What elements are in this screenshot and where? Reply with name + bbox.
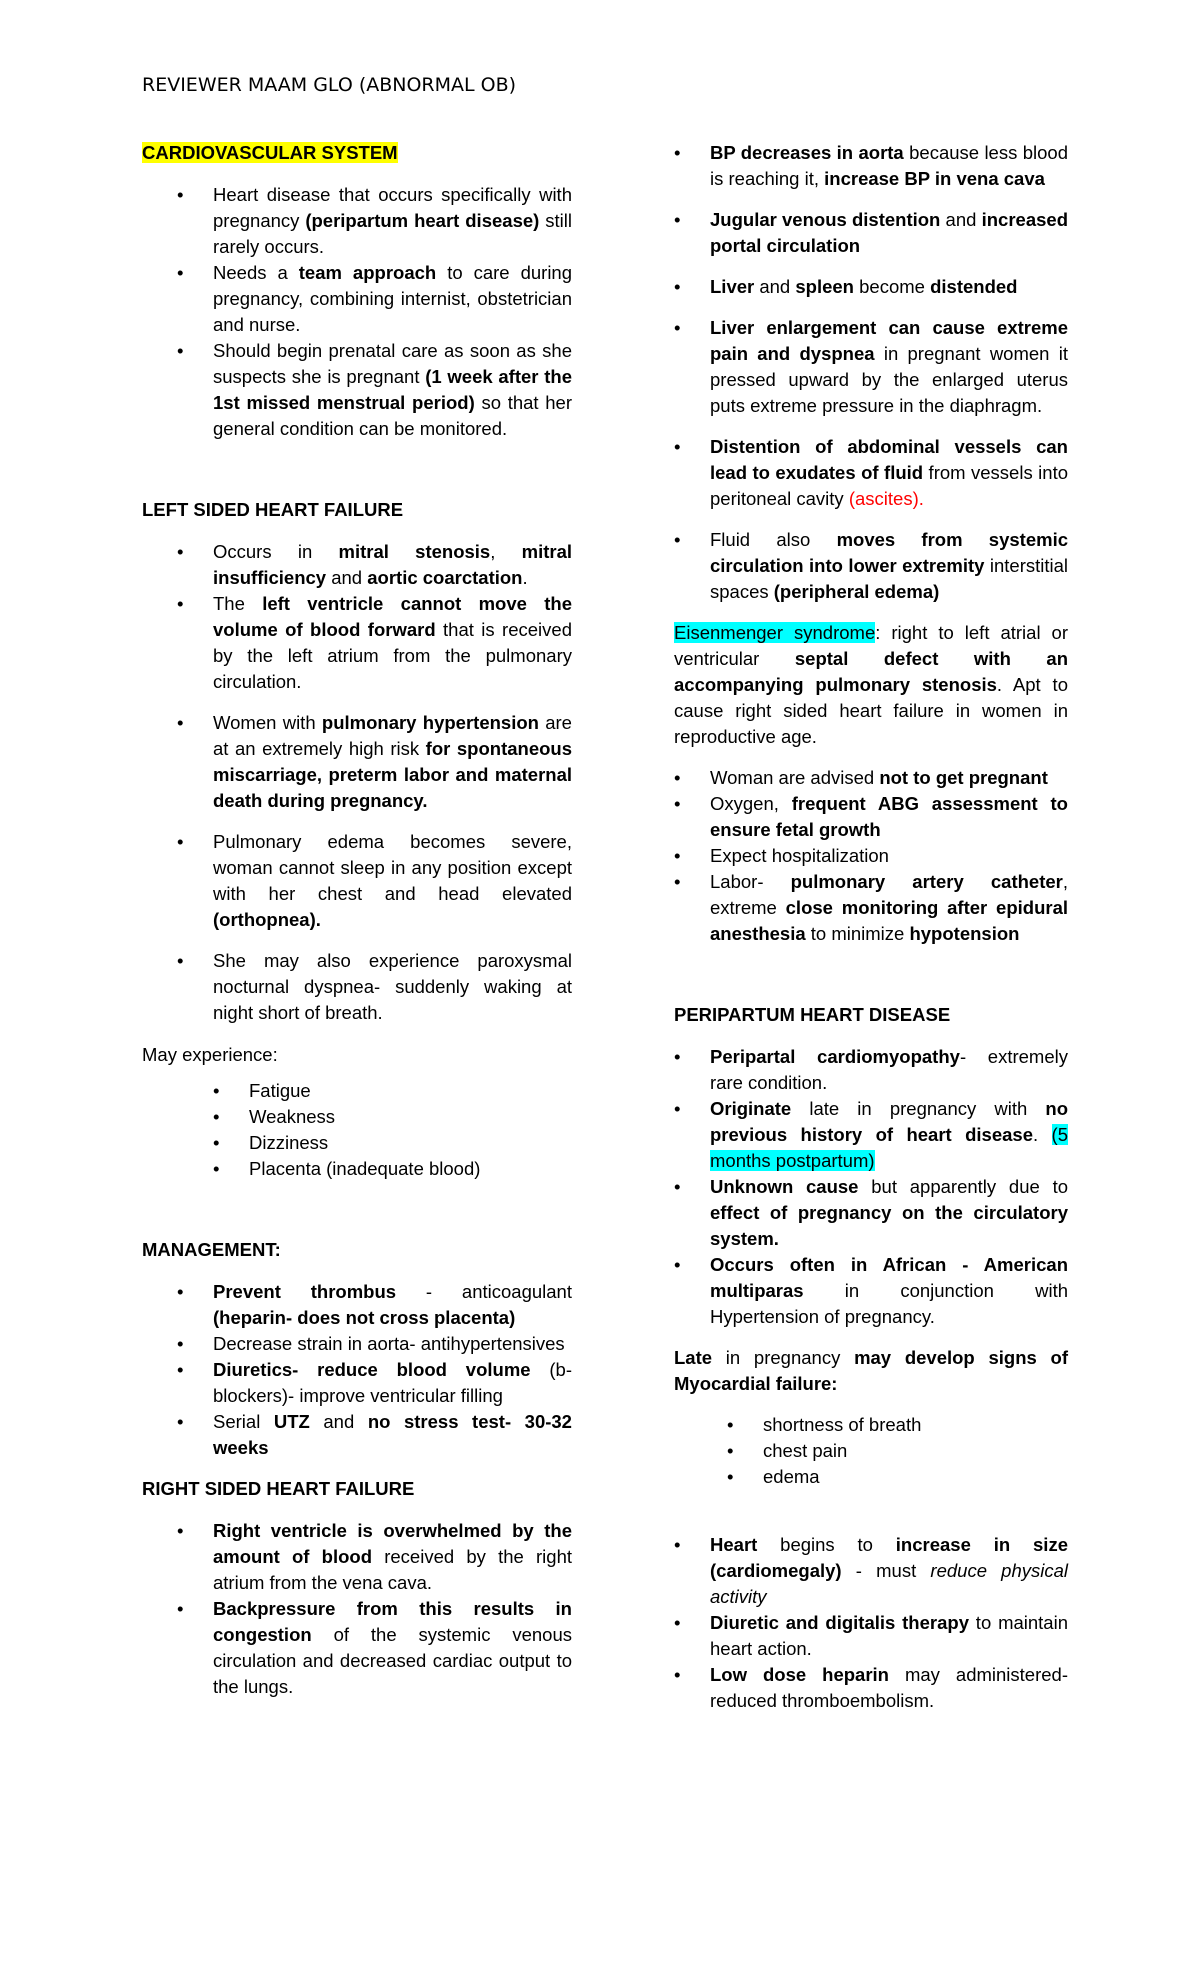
list-item: • Oxygen, frequent ABG assessment to ensure fetal growth	[674, 793, 1068, 840]
list-item: • Originate late in pregnancy with no previous history of heart disease. (5 months postpartum)	[674, 1098, 1068, 1171]
bullet-icon: •	[674, 529, 681, 550]
bullet-icon: •	[177, 1333, 184, 1354]
list-item: • Liver and spleen become distended	[710, 274, 1068, 300]
peripartum-heading: PERIPARTUM HEART DISEASE	[674, 1004, 951, 1025]
list-item: • edema	[763, 1464, 1068, 1490]
eisenmenger-list	[674, 765, 1068, 947]
bullet-icon: •	[674, 1612, 681, 1633]
bullet-icon: •	[674, 871, 681, 892]
list-item: • Heart begins to increase in size (cardiomegaly) - must reduce physical activity	[674, 1534, 1069, 1607]
list-item: • Should begin prenatal care as soon as she suspects she is pregnant (1 week after the 1st missed menstrual period) so that her general condition can be monitored.	[177, 340, 572, 439]
bullet-icon: •	[674, 209, 681, 230]
list-item: • Diuretic and digitalis therapy to maintain heart action.	[674, 1612, 1068, 1659]
bullet-icon: •	[177, 541, 184, 562]
bullet-icon: •	[674, 317, 681, 338]
list-item: • Placenta (inadequate blood)	[249, 1156, 572, 1182]
bullet-icon: •	[674, 1176, 681, 1197]
bullet-icon: •	[177, 950, 184, 971]
cardiovascular-heading: CARDIOVASCULAR SYSTEM	[142, 142, 398, 163]
right-heart-failure-heading: RIGHT SIDED HEART FAILURE	[142, 1478, 415, 1499]
bullet-icon: •	[674, 767, 681, 788]
bullet-icon: •	[177, 593, 184, 614]
bullet-icon: •	[177, 712, 184, 733]
list-item: • Distention of abdominal vessels can lead to exudates of fluid from vessels into peritoneal cavity (ascites).	[674, 436, 1069, 509]
left-heart-failure-heading: LEFT SIDED HEART FAILURE	[142, 499, 404, 520]
bullet-icon: •	[213, 1106, 220, 1127]
bullet-icon: •	[177, 340, 184, 361]
may-experience-label: May experience:	[142, 1044, 278, 1065]
list-item: • Jugular venous distention and increased portal circulation	[674, 209, 1068, 256]
list-item: • Diuretics- reduce blood volume (b-blockers)- improve ventricular filling	[177, 1359, 573, 1406]
list-item: • Decrease strain in aorta- antihypertensives	[213, 1331, 572, 1357]
left-heart-failure-list-3	[177, 829, 572, 933]
list-item: • Prevent thrombus - anticoagulant (heparin- does not cross placenta)	[177, 1281, 572, 1328]
list-item: • Pulmonary edema becomes severe, woman cannot sleep in any position except with her chest and head elevated (orthopnea).	[177, 831, 572, 930]
list-item: • The left ventricle cannot move the volume of blood forward that is received by the left atrium from the pulmonary circulation.	[177, 593, 572, 692]
experience-list	[213, 1078, 572, 1182]
bullet-icon: •	[674, 436, 681, 457]
cardiovascular-list	[177, 182, 573, 442]
left-heart-failure-list-2	[177, 710, 572, 814]
list-item: • Peripartal cardiomyopathy- extremely rare condition.	[674, 1046, 1068, 1093]
list-item: • Low dose heparin may administered- reduced thromboembolism.	[674, 1664, 1068, 1711]
list-item: • shortness of breath	[763, 1412, 1068, 1438]
list-item: • Heart disease that occurs specifically with pregnancy (peripartum heart disease) still rarely occurs.	[177, 184, 572, 257]
bullet-icon: •	[674, 1534, 681, 1555]
bullet-icon: •	[674, 1098, 681, 1119]
bullet-icon: •	[674, 276, 681, 297]
bullet-icon: •	[674, 793, 681, 814]
list-item: • Backpressure from this results in congestion of the systemic venous circulation and decreased cardiac output to the lungs.	[177, 1598, 572, 1697]
peripartum-list	[674, 1044, 1069, 1330]
list-item: • Weakness	[249, 1104, 572, 1130]
management-list	[177, 1279, 573, 1461]
list-item: • Dizziness	[249, 1130, 572, 1156]
left-heart-failure-list-4	[177, 948, 572, 1026]
bullet-icon: •	[177, 262, 184, 283]
list-item: • She may also experience paroxysmal nocturnal dyspnea- suddenly waking at night short of breath.	[177, 950, 572, 1023]
list-item: • Woman are advised not to get pregnant	[710, 765, 1068, 791]
right-heart-signs-list	[674, 140, 1069, 605]
eisenmenger-paragraph: Eisenmenger syndrome: right to left atrial or ventricular septal defect with an accompanying pulmonary stenosis. Apt to cause right sided heart failure in women in reproductive age.	[674, 622, 1069, 747]
myocardial-signs-list	[727, 1412, 1068, 1490]
bullet-icon: •	[727, 1414, 734, 1435]
list-item: • Fluid also moves from systemic circulation into lower extremity interstitial spaces (peripheral edema)	[674, 529, 1068, 602]
page-header: REVIEWER MAAM GLO (ABNORMAL OB)	[142, 74, 517, 96]
bullet-icon: •	[177, 1359, 184, 1380]
management-heading: MANAGEMENT:	[142, 1239, 281, 1260]
bullet-icon: •	[177, 1411, 184, 1432]
bullet-icon: •	[674, 1664, 681, 1685]
bullet-icon: •	[727, 1466, 734, 1487]
list-item: • Needs a team approach to care during pregnancy, combining internist, obstetrician and nurse.	[177, 262, 573, 335]
list-item: • Occurs often in African - American multiparas in conjunction with Hypertension of pregnancy.	[674, 1254, 1068, 1327]
list-item: • Women with pulmonary hypertension are at an extremely high risk for spontaneous miscarriage, preterm labor and maternal death during pregnancy.	[177, 712, 572, 811]
list-item: • chest pain	[763, 1438, 1068, 1464]
left-heart-failure-list	[177, 539, 573, 695]
bullet-icon: •	[177, 184, 184, 205]
bullet-icon: •	[674, 142, 681, 163]
late-pregnancy-paragraph: Late in pregnancy may develop signs of Myocardial failure:	[674, 1347, 1068, 1394]
treatment-list	[674, 1532, 1069, 1714]
list-item: • Occurs in mitral stenosis, mitral insufficiency and aortic coarctation.	[177, 541, 573, 588]
left-column	[142, 140, 572, 1700]
bullet-icon: •	[674, 1254, 681, 1275]
bullet-icon: •	[213, 1080, 220, 1101]
list-item: • Labor- pulmonary artery catheter, extreme close monitoring after epidural anesthesia to minimize hypotension	[674, 871, 1068, 944]
bullet-icon: •	[674, 1046, 681, 1067]
bullet-icon: •	[213, 1132, 220, 1153]
right-heart-failure-list	[177, 1518, 572, 1700]
right-column	[674, 140, 1068, 1714]
bullet-icon: •	[177, 1281, 184, 1302]
list-item: • Liver enlargement can cause extreme pain and dyspnea in pregnant women it pressed upward by the enlarged uterus puts extreme pressure in the diaphragm.	[674, 317, 1068, 416]
bullet-icon: •	[727, 1440, 734, 1461]
bullet-icon: •	[177, 1520, 184, 1541]
list-item: • Unknown cause but apparently due to effect of pregnancy on the circulatory system.	[674, 1176, 1069, 1249]
list-item: • BP decreases in aorta because less blood is reaching it, increase BP in vena cava	[674, 142, 1068, 189]
list-item: • Expect hospitalization	[710, 843, 1068, 869]
list-item: • Right ventricle is overwhelmed by the amount of blood received by the right atrium from the vena cava.	[177, 1520, 572, 1593]
list-item: • Fatigue	[249, 1078, 572, 1104]
list-item: • Serial UTZ and no stress test- 30-32 weeks	[177, 1411, 572, 1458]
bullet-icon: •	[177, 831, 184, 852]
bullet-icon: •	[177, 1598, 184, 1619]
bullet-icon: •	[213, 1158, 220, 1179]
bullet-icon: •	[674, 845, 681, 866]
